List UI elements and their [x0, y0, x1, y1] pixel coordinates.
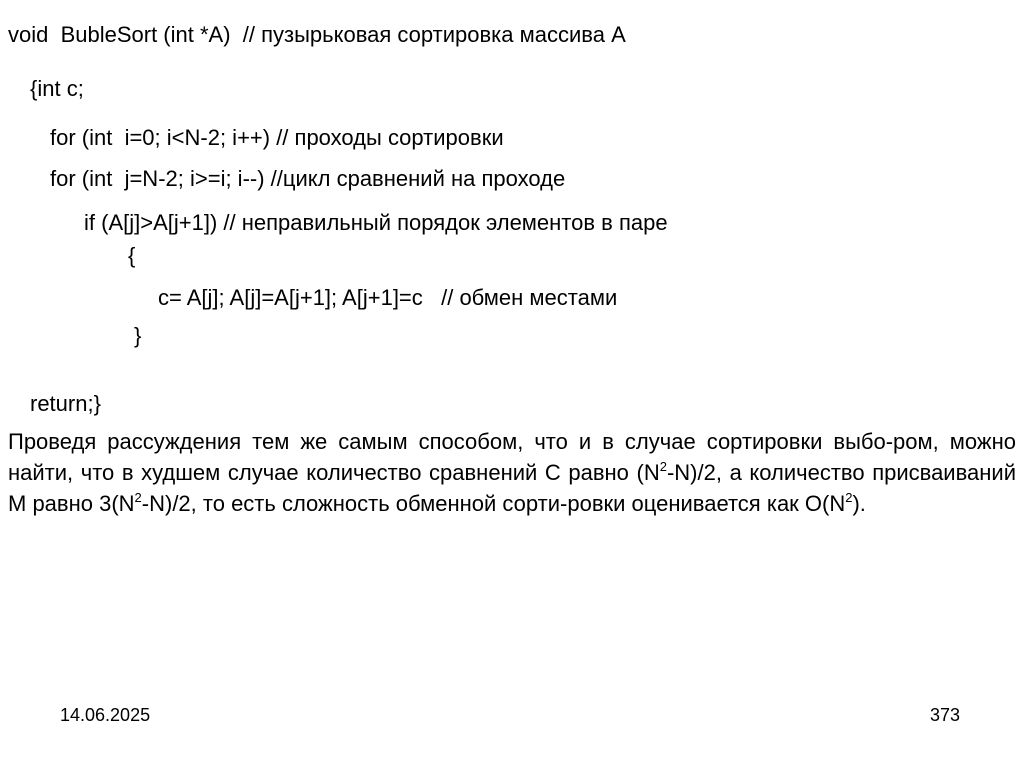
footer-date: 14.06.2025 — [60, 705, 151, 725]
code-line-declaration: {int c; — [30, 76, 84, 101]
code-line-open-brace: { — [128, 243, 136, 268]
paragraph-text-2: -N)/2, а количество присваиваний M равно 3(N — [8, 460, 1016, 516]
code-line-function-signature: void BubleSort (int *A) // пузырьковая сортировка массива A — [8, 22, 626, 47]
paragraph-text-1: Проведя рассуждения тем же самым способом, что и в случае сортировки выбо-ром, можно найти, что в худшем случае количество сравнений C равно (N — [8, 429, 1016, 485]
explanation-paragraph — [8, 426, 1016, 519]
code-line-close-brace: } — [134, 323, 142, 348]
code-line-if-condition: if (A[j]>A[j+1]) // неправильный порядок элементов в паре — [84, 210, 668, 235]
superscript-2: 2 — [134, 489, 142, 505]
paragraph-text-3: -N)/2, то есть сложность обменной сорти-ровки оценивается как O(N — [141, 491, 846, 516]
code-line-inner-loop: for (int j=N-2; i>=i; i--) //цикл сравнений на проходе — [50, 166, 566, 191]
code-line-swap: c= A[j]; A[j]=A[j+1]; A[j+1]=c // обмен местами — [158, 285, 618, 310]
code-line-return: return;} — [30, 391, 101, 416]
code-line-outer-loop: for (int i=0; i<N-2; i++) // проходы сортировки — [50, 125, 504, 150]
superscript-1: 2 — [659, 458, 667, 474]
footer-page-number: 373 — [930, 705, 961, 725]
superscript-3: 2 — [845, 489, 853, 505]
paragraph-text-4: ). — [852, 491, 866, 516]
